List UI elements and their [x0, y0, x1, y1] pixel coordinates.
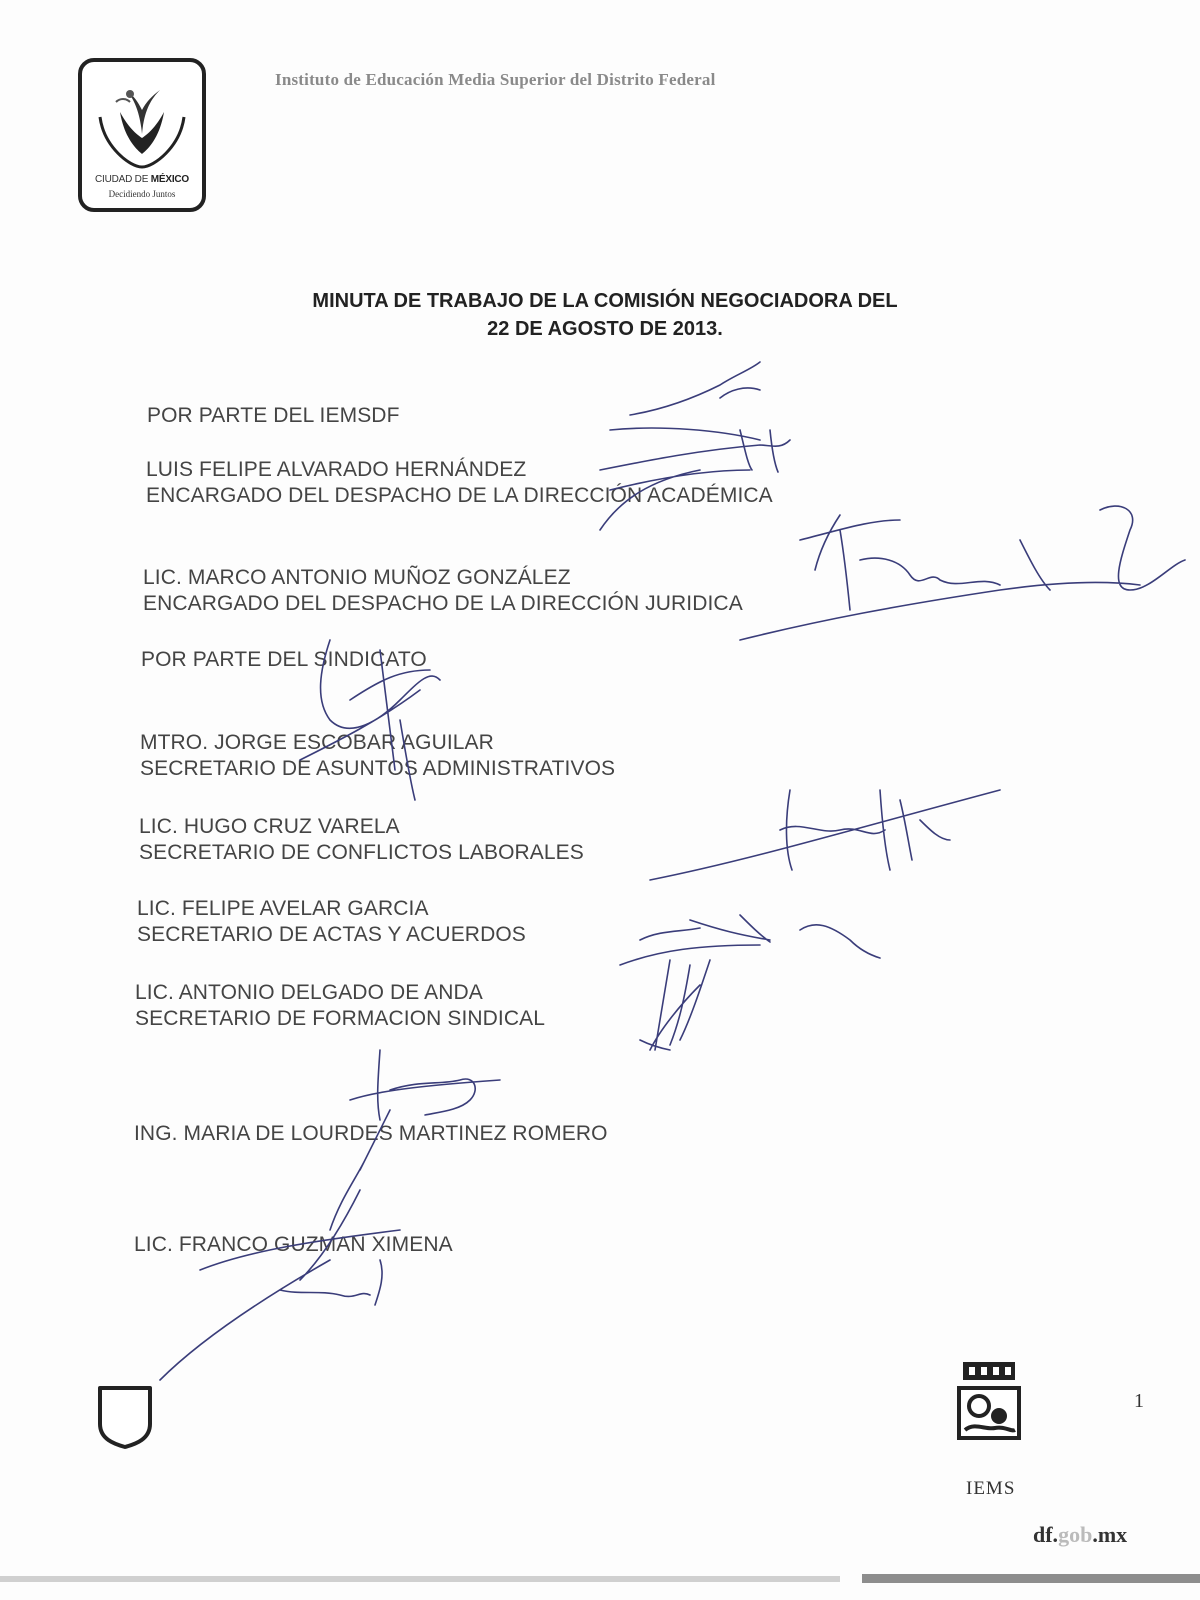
participant-name: MTRO. JORGE ESCOBAR AGUILAR: [140, 731, 494, 754]
participant-role: SECRETARIO DE CONFLICTOS LABORALES: [139, 841, 584, 864]
participant-name: LUIS FELIPE ALVARADO HERNÁNDEZ: [146, 458, 527, 481]
document-title-line2: 22 DE AGOSTO DE 2013.: [487, 318, 723, 340]
cdmx-emblem-icon: [90, 72, 194, 172]
signature-avelar: [620, 915, 880, 965]
participant-role: SECRETARIO DE ACTAS Y ACUERDOS: [137, 923, 526, 946]
iems-logo-icon: [955, 1358, 1025, 1468]
logo-text-slogan: Decidiendo Juntos: [108, 189, 176, 199]
signature-delgado: [640, 960, 710, 1050]
participant-name: LIC. FELIPE AVELAR GARCIA: [137, 897, 429, 920]
institute-name: Instituto de Educación Media Superior del Distrito Federal: [275, 70, 716, 89]
shield-icon: [96, 1384, 154, 1450]
participant-role: SECRETARIO DE FORMACION SINDICAL: [135, 1007, 546, 1030]
signature-munoz: [740, 506, 1185, 640]
participant-role: ENCARGADO DEL DESPACHO DE LA DIRECCIÓN ACADÉMICA: [146, 484, 773, 507]
participant-name: LIC. ANTONIO DELGADO DE ANDA: [135, 981, 483, 1004]
footer-bar-right: [862, 1574, 1200, 1583]
participant-name: LIC. MARCO ANTONIO MUÑOZ GONZÁLEZ: [143, 566, 571, 589]
document-title-line1: MINUTA DE TRABAJO DE LA COMISIÓN NEGOCIADORA DEL: [312, 290, 898, 312]
signature-cruz: [650, 790, 1000, 880]
participant-name: LIC. FRANCO GUZMAN XIMENA: [134, 1233, 453, 1256]
participant-role: ENCARGADO DEL DESPACHO DE LA DIRECCIÓN JURIDICA: [143, 592, 743, 615]
section-union-heading: POR PARTE DEL SINDICATO: [141, 648, 427, 671]
participant-role: SECRETARIO DE ASUNTOS ADMINISTRATIVOS: [140, 757, 616, 780]
logo-text-city: CIUDAD DE MÉXICO: [94, 174, 190, 185]
signature-guzman: [160, 1190, 400, 1380]
cdmx-logo: [78, 58, 206, 212]
participant-name: LIC. HUGO CRUZ VARELA: [139, 815, 400, 838]
participant-name: ING. MARIA DE LOURDES MARTINEZ ROMERO: [134, 1122, 608, 1145]
section-iemsdf-heading: POR PARTE DEL IEMSDF: [147, 404, 400, 427]
page-number: 1: [1134, 1390, 1144, 1412]
iems-label: IEMS: [966, 1478, 1016, 1499]
footer-url: df.gob.mx: [1033, 1522, 1128, 1547]
footer-bar-left: [0, 1576, 840, 1582]
